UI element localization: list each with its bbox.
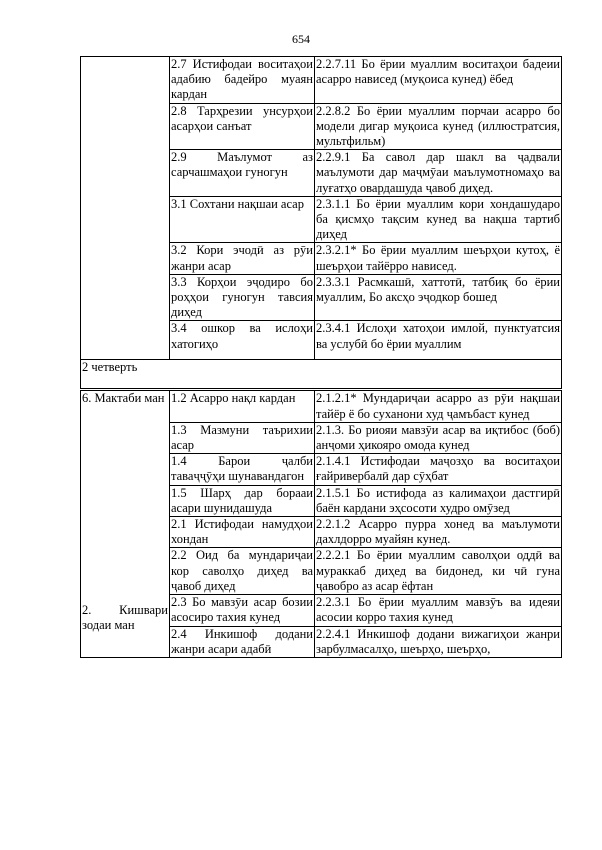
objective-cell: 2.2.7.11 Бо ёрии муаллим воситаҳои бадеии асарро нависед (муқоиса кунед) ёбед — [315, 57, 562, 104]
skill-cell: 2.4 Инкишоф додани жанри асари адабӣ — [171, 626, 313, 656]
curriculum-table — [80, 56, 562, 658]
quarter-row — [81, 360, 562, 390]
skill-cell: 3.2 Кори эчодӣ аз рӯи жанри асар — [171, 243, 313, 273]
topic-cell — [81, 390, 170, 657]
skill-cell: 1.5 Шарҳ дар борааи асари шунидашуда — [171, 485, 313, 515]
topic-title: 6. Мактаби ман — [82, 391, 165, 406]
topic-title: 2. Кишвари зодаи ман — [82, 602, 168, 632]
skill-cell: 2.3 Бо мавзӯи асар бозии асосиро тахия кунед — [171, 595, 313, 625]
skill-cell: 2.1 Истифодаи намудҳои хондан — [171, 517, 313, 547]
objective-cell: 2.2.1.2 Асарро пурра хонед ва маълумоти дахлдорро муайян кунед. — [316, 517, 560, 547]
table-row — [81, 57, 562, 104]
objective-cell: 2.2.2.1 Бо ёрии муаллим саволҳои оддӣ ва мураккаб диҳед ва бидонед, ки чӣ гуна ҷавобро аз асар ёфтан — [316, 548, 560, 593]
skill-cell: 1.3 Мазмуни таърихии асар — [171, 422, 313, 453]
objective-cell: 2.2.9.1 Ба савол дар шакл ва ҷадвали маълумоти дар маҷмӯаи маълумотномаҳо ва луғатҳо овардашуда ҷавоб диҳед. — [316, 150, 560, 195]
table-row — [81, 390, 562, 422]
objective-cell: 2.2.8.2 Бо ёрии муаллим порчаи асарро бо модели дигар муқоиса кунед (иллюстратсия, мультфильм) — [316, 103, 560, 149]
quarter-label: 2 четверть — [81, 360, 562, 390]
skill-cell: 3.4 ошкор ва ислоҳи хатогиҳо — [170, 321, 315, 360]
skill-cell: 2.2 Оид ба мундариҷаи кор саволҳо диҳед ва ҷавоб диҳед — [171, 548, 313, 593]
skill-cell: 2.7 Истифодаи воситаҳои адабию бадейро муаян кардан — [171, 57, 313, 102]
topic-cell-empty — [81, 57, 170, 360]
objective-cell: 2.1.4.1 Истифодаи маҷозҳо ва воситаҳои ғайривербалӣ дар сӯҳбат — [316, 454, 560, 484]
objective-cell: 2.2.3.1 Бо ёрии муаллим мавзӯъ ва идеяи асосии корро тахия кунед — [316, 595, 560, 625]
page-number: 654 — [292, 32, 310, 46]
objective-cell: 2.3.3.1 Расмкашӣ, хаттотӣ, татбиқ бо ёрии муаллим, Бо аксҳо эҷодкор бошед — [315, 274, 562, 321]
objective-cell: 2.1.2.1* Мундариҷаи асарро аз рӯи нақшаи тайёр ё бо суханони худ ҷамъбаст кунед — [316, 391, 560, 421]
objective-cell: 2.3.2.1* Бо ёрии муаллим шеърҳои кутоҳ, ё шеърҳои тайёрро нависед. — [316, 243, 560, 273]
skill-cell: 3.3 Корҳои эҷодиро бо роҳҳои гуногун тавсия диҳед — [171, 274, 313, 320]
objective-cell: 2.2.4.1 Инкишоф додани вижагиҳои жанри зарбулмасалҳо, шеърҳо, шеърҳо, — [316, 626, 560, 656]
skill-cell: 3.1 Сохтани нақшаи асар — [170, 196, 315, 243]
objective-cell: 2.3.4.1 Ислоҳи хатоҳои имлой, пунктуатсия ва услубӣ бо ёрии муаллим — [315, 321, 562, 360]
skill-cell: 1.4 Барои ҷалби таваҷҷӯҳи шунавандагон — [171, 454, 313, 484]
skill-cell: 2.8 Тарҳрезии унсурҳои асарҳои санъат — [170, 103, 315, 150]
skill-cell: 1.2 Асарро нақл кардан — [170, 390, 315, 422]
objective-cell: 2.1.5.1 Бо истифода аз калимаҳои дастгирӣ баён кардани эҳсосоти худро омӯзед — [316, 485, 560, 515]
objective-cell: 2.3.1.1 Бо ёрии муаллим кори хондашударо ба қисмҳо тақсим кунед ва нақша тартиб диҳед — [316, 196, 560, 242]
skill-cell: 2.9 Маълумот аз сарчашмаҳои гуногун — [170, 150, 315, 197]
objective-cell: 2.1.3. Бо риояи мавзӯи асар ва иқтибос (боб) анҷоми ҳикояро омода кунед — [316, 422, 560, 453]
